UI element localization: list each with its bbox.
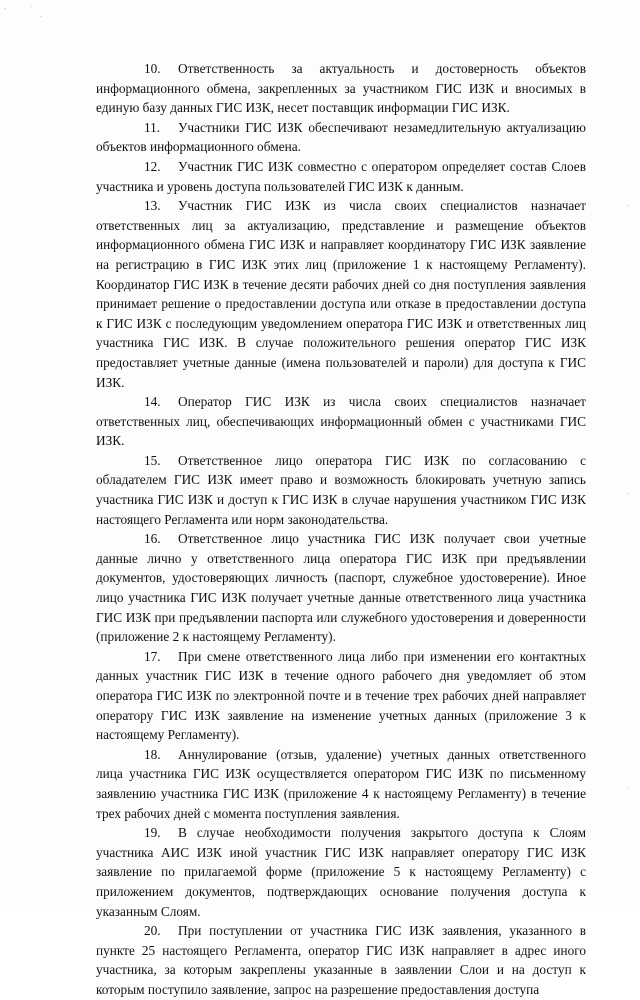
paragraph-text: Участник ГИС ИЗК из числа своих специалистов назначает ответственных лиц за актуализацию, представление и размещение объектов информационного обмена ГИС ИЗК и направляет координатору ГИС ИЗК заявление на регистрацию в ГИС ИЗК этих лиц (приложение 1 к настоящему Регламенту). Координатор ГИС ИЗК в течение десяти рабочих дней со дня поступления заявления принимает решение о предоставлении доступа или отказе в предоставлении доступа к ГИС ИЗК с последующим уведомлением оператора ГИС ИЗК и ответственных лиц участника ГИС ИЗК. В случае положительного решения оператор ГИС ИЗК предоставляет учетные данные (имена пользователей и пароли) для доступа к ГИС ИЗК. [96, 198, 586, 390]
paragraph-11 [96, 118, 586, 157]
paragraph-number: 16. [144, 531, 161, 547]
paragraph-10 [96, 59, 586, 118]
paragraph-text: Участники ГИС ИЗК обеспечивают незамедлительную актуализацию объектов информационного обмена. [96, 119, 586, 155]
scan-speck: · [4, 5, 7, 13]
paragraph-14 [96, 392, 586, 451]
paragraph-text: Ответственное лицо участника ГИС ИЗК получает свои учетные данные лично у ответственного лица оператора ГИС ИЗК при предъявлении документов, удостоверяющих личность (паспорт, служебное удостоверение). Иное лицо участника ГИС ИЗК получает учетные данные ответственного лица участника ГИС ИЗК при предъявлении паспорта или служебного удостоверения и доверенности (приложение 2 к настоящему Регламенту). [96, 531, 586, 645]
paragraph-18 [96, 745, 586, 823]
scan-speck: · [40, 13, 43, 21]
paragraph-15 [96, 451, 586, 529]
paragraph-number: 19. [144, 825, 161, 841]
paragraph-text: В случае необходимости получения закрытого доступа к Слоям участника АИС ИЗК иной участник ГИС ИЗК направляет оператору ГИС ИЗК заявление по прилагаемой форме (приложение 5 к настоящему Регламенту) с приложением документов, подтверждающих основание получения доступа к указанным Слоям. [96, 825, 586, 919]
paragraph-text: При смене ответственного лица либо при изменении его контактных данных участник ГИС ИЗК в течение одного рабочего дня уведомляет об этом оператора ГИС ИЗК по электронной почте и в течение трех рабочих дней направляет оператору ГИС ИЗК заявление на изменение учетных данных (приложение 3 к настоящему Регламенту). [96, 648, 586, 743]
paragraph-16 [96, 529, 586, 647]
scan-speck: · [30, 3, 33, 11]
paragraph-number: 12. [144, 158, 161, 174]
paragraph-text: Оператор ГИС ИЗК из числа своих специалистов назначает ответственных лиц, обеспечивающих информационный обмен с участниками ГИС ИЗК. [96, 394, 586, 449]
paragraph-text: Ответственность за актуальность и достоверность объектов информационного обмена, закрепленных за участником ГИС ИЗК и вносимых в единую базу данных ГИС ИЗК, несет поставщик информации ГИС ИЗК. [96, 61, 586, 116]
scan-speck: · [627, 490, 630, 498]
paragraph-number: 14. [144, 394, 161, 410]
paragraph-13 [96, 196, 586, 392]
paragraph-17 [96, 647, 586, 745]
document-body [96, 59, 586, 1000]
paragraph-number: 10. [144, 61, 161, 76]
paragraph-19 [96, 823, 586, 921]
paragraph-number: 20. [144, 923, 161, 939]
paragraph-number: 15. [144, 452, 161, 468]
paragraph-number: 18. [144, 746, 161, 762]
paragraph-text: Аннулирование (отзыв, удаление) учетных данных ответственного лица участника ГИС ИЗК осуществляется оператором ГИС ИЗК по письменному заявлению участника ГИС ИЗК (приложение 4 к настоящему Регламенту) в течение трех рабочих дней с момента поступления заявления. [96, 746, 586, 821]
paragraph-20 [96, 921, 586, 999]
paragraph-12 [96, 157, 586, 196]
paragraph-text: Ответственное лицо оператора ГИС ИЗК по согласованию с обладателем ГИС ИЗК имеет право и возможность блокировать учетную запись участника ГИС ИЗК и доступ к ГИС ИЗК в случае нарушения участником ГИС ИЗК настоящего Регламента или норм законодательства. [96, 452, 586, 527]
scan-speck: · [627, 785, 630, 793]
paragraph-number: 13. [144, 198, 161, 214]
paragraph-text: При поступлении от участника ГИС ИЗК заявления, указанного в пункте 25 настоящего Регламента, оператор ГИС ИЗК направляет в адрес иного участника, за которым закреплены указанные в заявлении Слои и на доступ к которым поступило заявление, запрос на разрешение предоставления доступа [96, 923, 586, 997]
paragraph-text: Участник ГИС ИЗК совместно с оператором определяет состав Слоев участника и уровень доступа пользователей ГИС ИЗК к данным. [96, 158, 586, 194]
scan-speck: · [627, 202, 630, 210]
paragraph-number: 17. [144, 648, 161, 664]
paragraph-number: 11. [144, 119, 161, 135]
